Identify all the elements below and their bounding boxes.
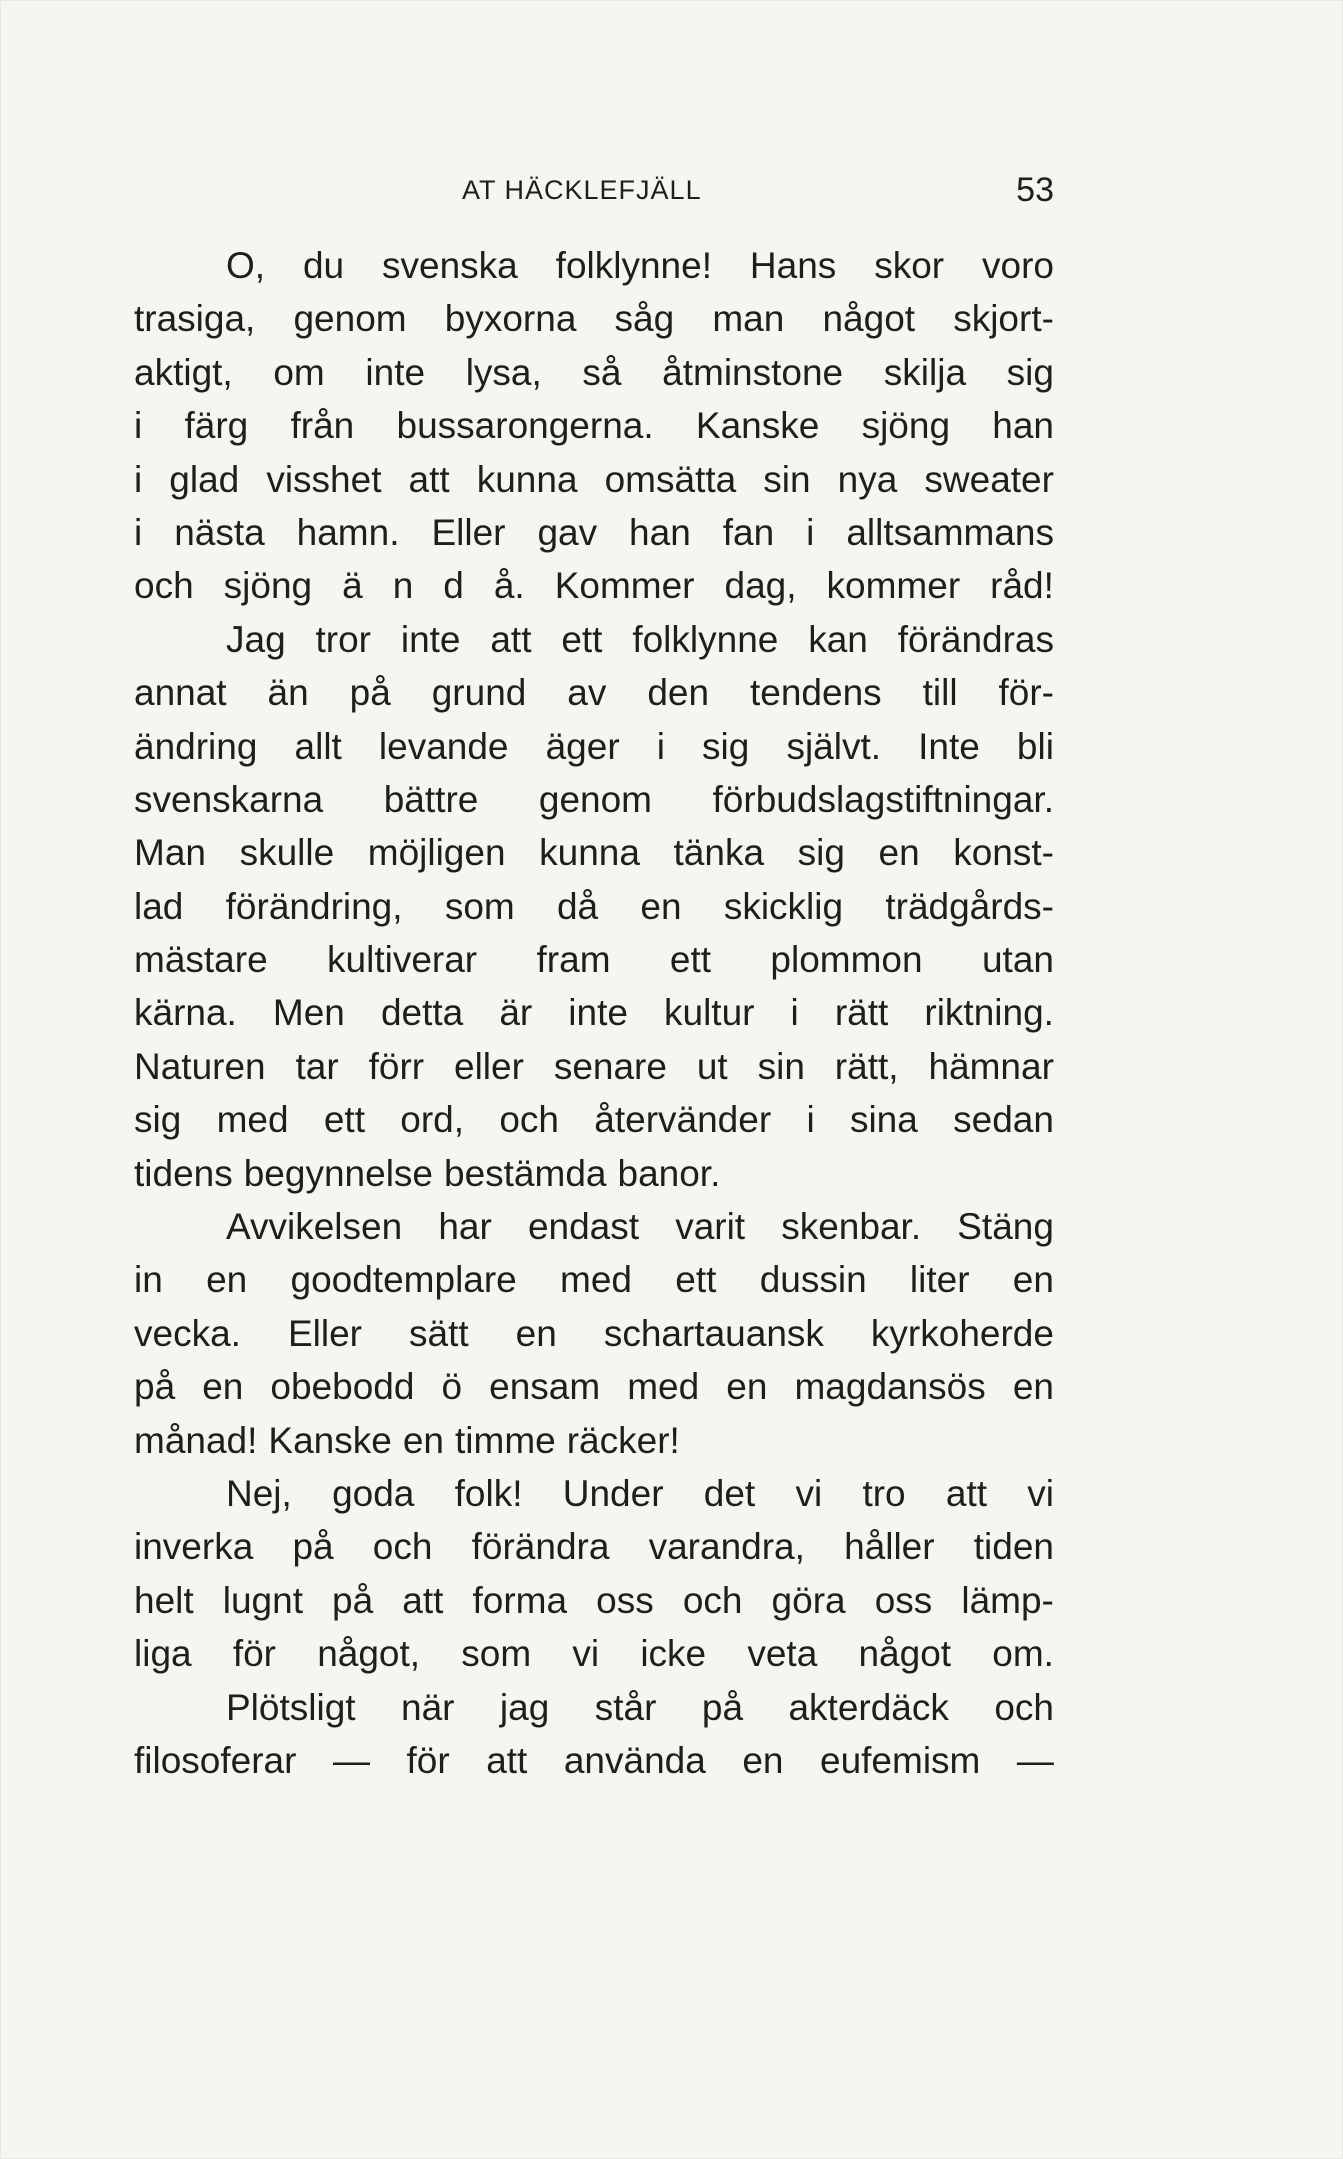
text-line: Avvikelsen har endast varit skenbar. Stäng	[226, 1206, 1054, 1248]
text-line: Naturen tar förr eller senare ut sin rätt, hämnar	[134, 1045, 1054, 1087]
text-line: O, du svenska folklynne! Hans skor voro	[226, 245, 1054, 286]
text-line: lad förändring, som då en skicklig trädgårds-	[134, 885, 1054, 927]
text-line: på en obebodd ö ensam med en magdansös en	[134, 1366, 1054, 1408]
text-line: tidens begynnelse bestämda banor.	[134, 1152, 721, 1194]
text-line: Jag tror inte att ett folklynne kan förändras	[226, 618, 1054, 660]
page-header	[134, 171, 1054, 215]
text-line: in en goodtemplare med ett dussin liter en	[134, 1259, 1054, 1301]
text-line: Man skulle möjligen kunna tänka sig en konst-	[134, 832, 1054, 874]
text-line: i nästa hamn. Eller gav han fan i alltsammans	[134, 511, 1054, 553]
text-line: liga för något, som vi icke veta något om.	[134, 1633, 1054, 1675]
text-line: sig med ett ord, och återvänder i sina sedan	[134, 1099, 1054, 1141]
text-line: och sjöng ä n d å. Kommer dag, kommer råd!	[134, 565, 1054, 607]
body-text	[134, 239, 1054, 1787]
text-line: Nej, goda folk! Under det vi tro att vi	[226, 1472, 1054, 1514]
text-line: månad! Kanske en timme räcker!	[134, 1419, 680, 1461]
text-line: i färg från bussarongerna. Kanske sjöng han	[134, 405, 1054, 447]
text-line: annat än på grund av den tendens till för-	[134, 672, 1054, 714]
text-line: inverka på och förändra varandra, håller tiden	[134, 1526, 1054, 1568]
text-line: Plötsligt när jag står på akterdäck och	[226, 1686, 1054, 1728]
text-line: helt lugnt på att forma oss och göra oss lämp-	[134, 1579, 1054, 1621]
text-line: vecka. Eller sätt en schartauansk kyrkoherde	[134, 1312, 1054, 1354]
text-line: filosoferar — för att använda en eufemism —	[134, 1739, 1054, 1781]
text-line: i glad visshet att kunna omsätta sin nya sweater	[134, 458, 1054, 500]
running-head: AT HÄCKLEFJÄLL	[462, 175, 702, 205]
text-line: svenskarna bättre genom förbudslagstiftningar.	[134, 778, 1054, 820]
text-line: trasiga, genom byxorna såg man något skjort-	[134, 298, 1054, 340]
text-line: mästare kultiverar fram ett plommon utan	[134, 939, 1054, 981]
text-line: ändring allt levande äger i sig självt. Inte bli	[134, 725, 1054, 767]
text-line: aktigt, om inte lysa, så åtminstone skilja sig	[134, 351, 1054, 393]
text-line: kärna. Men detta är inte kultur i rätt riktning.	[134, 992, 1054, 1034]
page-number: 53	[1016, 171, 1054, 209]
